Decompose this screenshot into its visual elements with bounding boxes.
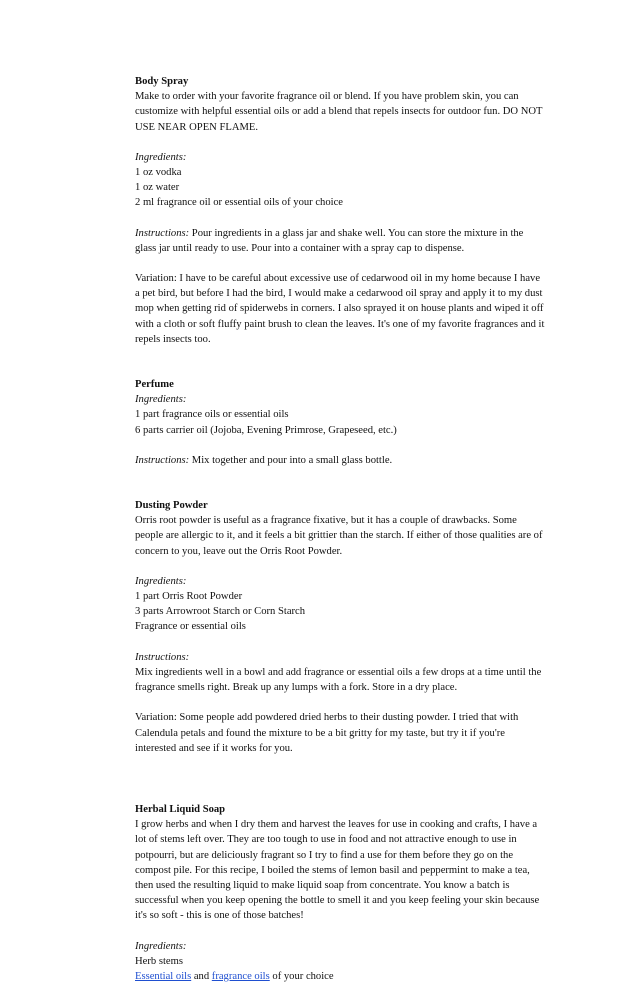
perfume-instructions — [135, 453, 547, 468]
herbal-soap-ingredients-label: Ingredients: — [135, 940, 187, 952]
body-spray-ingredients-label: Ingredients: — [135, 151, 187, 163]
dusting-powder-instructions-label: Instructions: — [135, 651, 190, 663]
ingredient-line: 3 parts Arrowroot Starch or Corn Starch — [135, 606, 306, 618]
section-title-perfume: Perfume — [135, 379, 174, 391]
instructions-label: Instructions: — [135, 227, 190, 239]
ingredient-line: Fragrance or essential oils — [135, 621, 246, 633]
ingredient-line: 1 part Orris Root Powder — [135, 591, 243, 603]
instructions-text: Pour ingredients in a glass jar and shake well. You can store the mixture in the glass jar until ready to use. Pour into a container with a spray cap to dispense. — [135, 227, 524, 254]
body-spray-instructions — [135, 226, 547, 256]
ingredient-line-links — [135, 969, 547, 984]
body-spray-variation: Variation: I have to be careful about excessive use of cedarwood oil in my home because I have a pet bird, but before I had the bird, I would make a cedarwood oil spray and apply it to my dust mop when getting rid of spiderwebs in corners. I also sprayed it on house plants and wiped it off with a cloth or soft fluffy paint brush to clean the leaves. It's one of my favorite fragrances and it repels insects too. — [135, 273, 545, 345]
instructions-label: Instructions: — [135, 454, 190, 466]
document-page — [135, 74, 547, 984]
section-title-body-spray: Body Spray — [135, 76, 189, 87]
body-spray-description: Make to order with your favorite fragrance oil or blend. If you have problem skin, you can customize with helpful essential oils or add a blend that repels insects for outdoor fun. DO NOT USE NEAR OPEN FLAME. — [135, 91, 543, 133]
ingredient-line: 2 ml fragrance oil or essential oils of your choice — [135, 197, 343, 209]
dusting-powder-variation: Variation: Some people add powdered dried herbs to their dusting powder. I tried that with Calendula petals and found the mixture to be a bit gritty for my taste, but try it if you're interested and see if it works for you. — [135, 712, 519, 754]
section-title-dusting-powder: Dusting Powder — [135, 500, 208, 512]
perfume-ingredients-label: Ingredients: — [135, 394, 187, 406]
ingredient-line: 1 part fragrance oils or essential oils — [135, 409, 289, 421]
ingredient-line: Herb stems — [135, 955, 183, 967]
dusting-powder-ingredients-label: Ingredients: — [135, 575, 187, 587]
instructions-text: Mix together and pour into a small glass bottle. — [189, 454, 393, 466]
dusting-powder-description: Orris root powder is useful as a fragrance fixative, but it has a couple of drawbacks. Some people are allergic to it, and it feels a bit grittier than the starch. If either of those qualities are of concern to you, leave out the Orris Root Powder. — [135, 515, 543, 557]
fragrance-oils-link[interactable]: fragrance oils — [211, 970, 270, 982]
dusting-powder-instructions: Mix ingredients well in a bowl and add fragrance or essential oils a few drops at a time until the fragrance smells right. Break up any lumps with a fork. Store in a dry place. — [135, 666, 542, 694]
ingredient-line: 6 parts carrier oil (Jojoba, Evening Primrose, Grapeseed, etc.) — [135, 424, 397, 436]
ingredient-line: 1 oz vodka — [135, 167, 182, 179]
essential-oils-link[interactable]: Essential oils — [135, 970, 192, 982]
tail-text: of your choice — [269, 970, 334, 982]
herbal-soap-description: I grow herbs and when I dry them and harvest the leaves for use in cooking and crafts, I have a lot of stems left over. They are too tough to use in food and not attractive enough to use in potpourri, but are deliciously fragrant so I try to find a use for them before they go on the compost pile. For this recipe, I boiled the stems of lemon basil and peppermint to make a tea, then used the resulting liquid to make liquid soap from concentrate. You know a batch is successful when you keep opening the bottle to smell it and you keep feeling your skin because it's so soft - this is one of those batches! — [135, 819, 540, 922]
ingredient-line: 1 oz water — [135, 182, 180, 194]
and-text: and — [191, 970, 212, 982]
section-title-herbal-liquid-soap: Herbal Liquid Soap — [135, 803, 226, 815]
